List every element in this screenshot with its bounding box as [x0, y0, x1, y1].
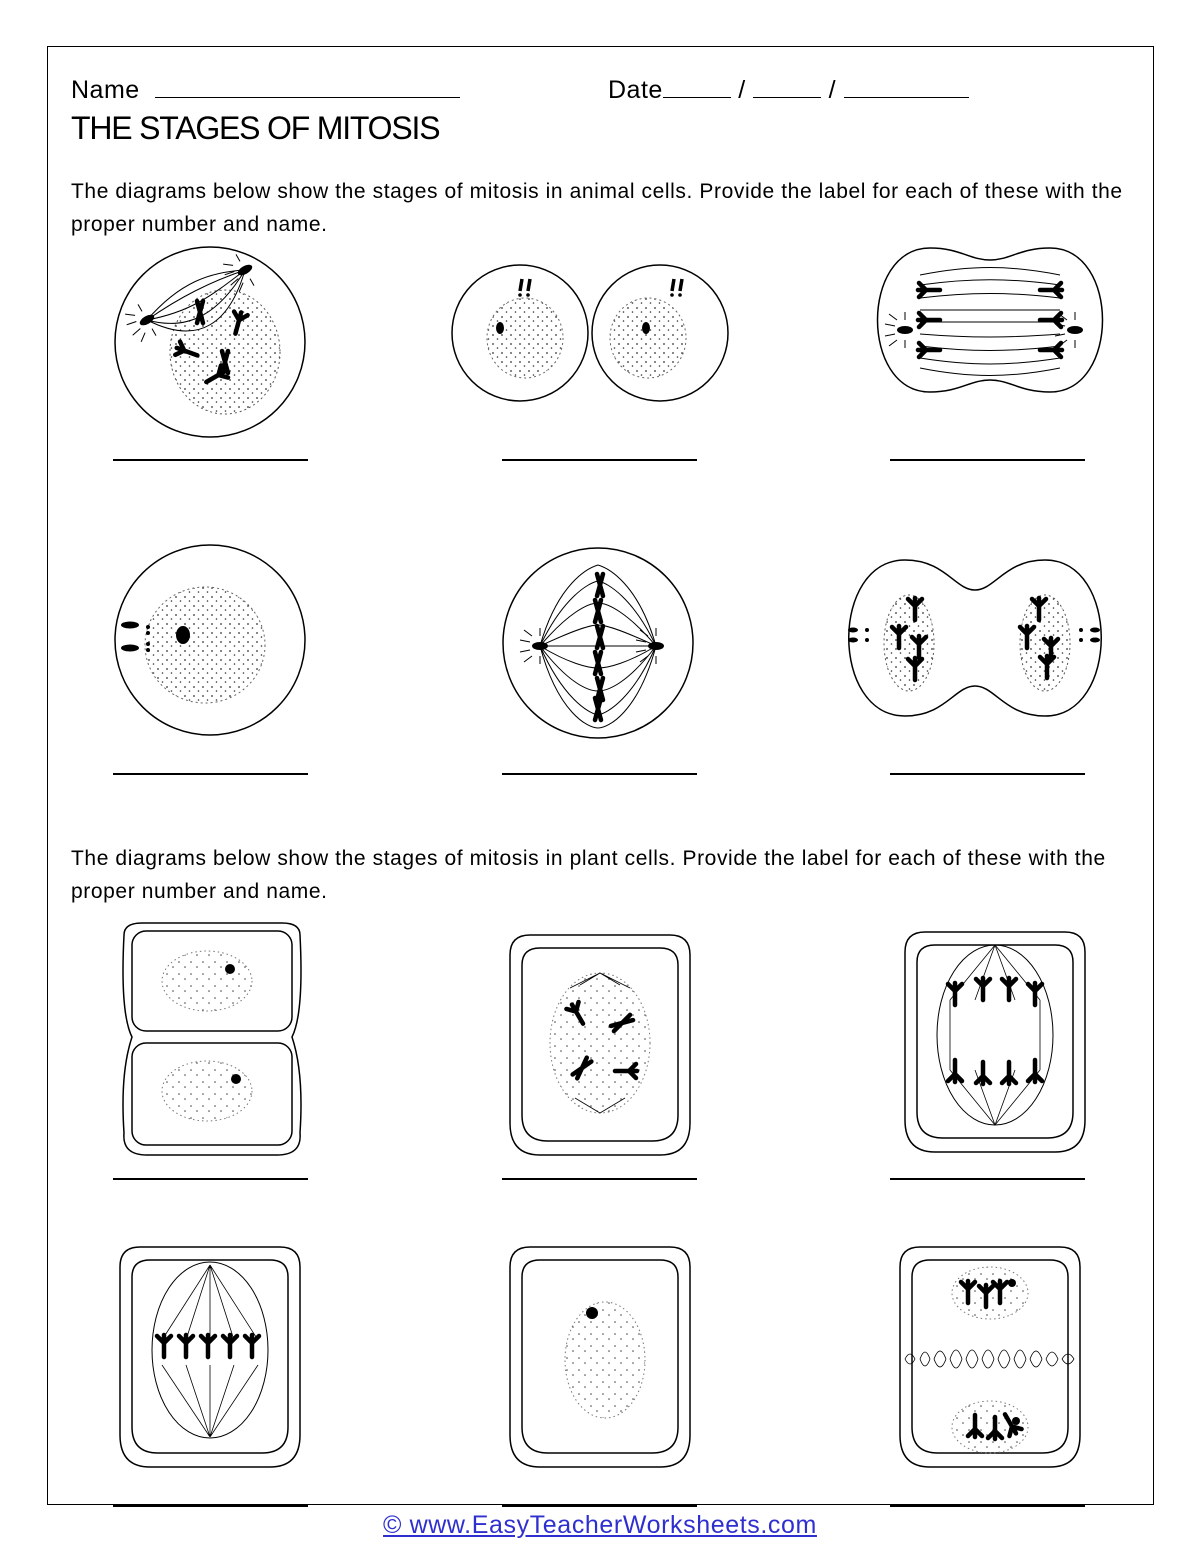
answer-line[interactable] [113, 773, 308, 775]
date-month-blank[interactable] [663, 77, 731, 98]
answer-line[interactable] [890, 1178, 1085, 1180]
footer-link[interactable]: © www.EasyTeacherWorksheets.com [383, 1511, 817, 1539]
name-field[interactable] [71, 76, 460, 105]
worksheet-border [47, 46, 1154, 1505]
answer-line[interactable] [890, 1505, 1085, 1507]
date-separator: / [828, 76, 837, 104]
answer-line[interactable] [502, 459, 697, 461]
date-separator: / [738, 76, 746, 104]
name-label: Name [71, 76, 140, 104]
plant-instructions: The diagrams below show the stages of mitosis in plant cells. Provide the label for each of these with the proper number and name. [71, 847, 1106, 903]
animal-instructions: The diagrams below show the stages of mitosis in animal cells. Provide the label for each of these with the proper number and name. [71, 180, 1123, 236]
answer-line[interactable] [502, 773, 697, 775]
answer-line[interactable] [890, 773, 1085, 775]
date-field[interactable] [608, 76, 969, 105]
name-blank[interactable] [155, 77, 460, 98]
footer [0, 1511, 1200, 1540]
answer-line[interactable] [502, 1505, 697, 1507]
date-year-blank[interactable] [844, 77, 969, 98]
answer-line[interactable] [502, 1178, 697, 1180]
date-label: Date [608, 76, 663, 104]
date-day-blank[interactable] [753, 77, 821, 98]
answer-line[interactable] [113, 1178, 308, 1180]
page-title: THE STAGES OF MITOSIS [71, 110, 440, 146]
answer-line[interactable] [113, 459, 308, 461]
answer-line[interactable] [890, 459, 1085, 461]
answer-line[interactable] [113, 1505, 308, 1507]
